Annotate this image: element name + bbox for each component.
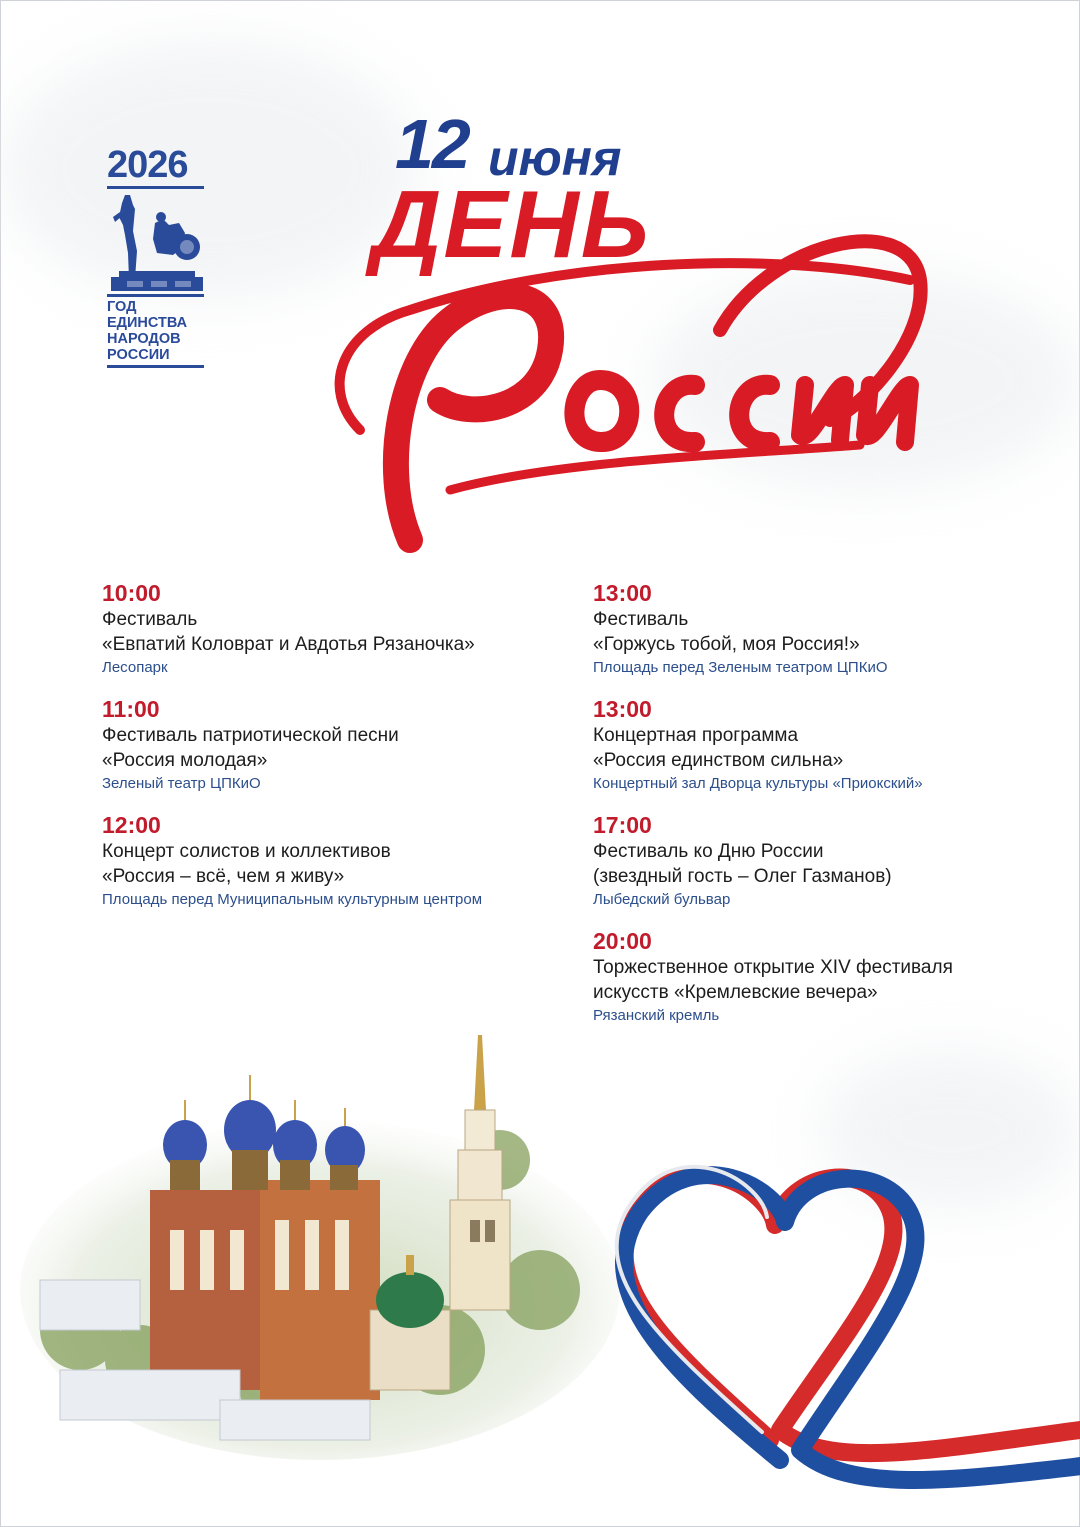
event-time: 11:00 — [102, 696, 160, 722]
tricolor-heart-ribbon — [590, 1150, 1080, 1500]
schedule-left-column — [102, 579, 562, 927]
event-title: «Евпатий Коловрат и Авдотья Рязаночка» — [102, 634, 475, 655]
event-title: (звездный гость – Олег Газманов) — [593, 866, 892, 887]
schedule-event — [593, 811, 1053, 910]
event-title: Фестиваль — [102, 609, 198, 630]
monument-icon — [107, 189, 207, 294]
schedule-event — [593, 579, 1053, 678]
logo-line: ГОД — [107, 299, 137, 315]
event-title: Фестиваль патриотической песни — [102, 725, 399, 746]
event-time: 13:00 — [593, 696, 652, 722]
event-time: 17:00 — [593, 812, 652, 838]
schedule-event — [593, 695, 1053, 794]
event-title: Торжественное открытие XIV фестиваля — [593, 957, 953, 978]
event-title: Концерт солистов и коллективов — [102, 841, 391, 862]
event-time: 20:00 — [593, 928, 652, 954]
event-venue: Концертный зал Дворца культуры «Приокский» — [593, 775, 923, 792]
ryazan-kremlin-illustration — [20, 1030, 620, 1460]
event-title: искусств «Кремлевские вечера» — [593, 982, 878, 1003]
schedule-event — [102, 579, 562, 678]
event-time: 13:00 — [593, 580, 652, 606]
schedule-event — [102, 811, 562, 910]
year-of-unity-logo — [107, 144, 207, 368]
event-title: «Горжусь тобой, моя Россия!» — [593, 634, 860, 655]
event-title: Концертная программа — [593, 725, 799, 746]
logo-year: 2026 — [107, 144, 204, 189]
headline-month: июня — [488, 130, 622, 186]
event-venue: Площадь перед Муниципальным культурным центром — [102, 891, 483, 908]
schedule-right-column — [593, 579, 1053, 1043]
logo-line: ЕДИНСТВА — [107, 315, 188, 331]
logo-line: НАРОДОВ — [107, 331, 181, 347]
event-venue: Рязанский кремль — [593, 1007, 720, 1024]
event-venue: Лесопарк — [102, 659, 168, 676]
schedule-event — [593, 927, 1053, 1026]
event-title: «Россия молодая» — [102, 750, 268, 771]
headline-script-russia — [300, 220, 940, 560]
headline-word-den: ДЕНЬ — [372, 171, 651, 278]
event-venue: Лыбедский бульвар — [593, 891, 731, 908]
event-venue: Зеленый театр ЦПКиО — [102, 775, 261, 792]
event-title: Фестиваль — [593, 609, 689, 630]
logo-line: РОССИИ — [107, 347, 170, 363]
event-venue: Площадь перед Зеленым театром ЦПКиО — [593, 659, 888, 676]
logo-text-block — [107, 294, 204, 368]
event-title: Фестиваль ко Дню России — [593, 841, 824, 862]
event-title: «Россия – всё, чем я живу» — [102, 866, 345, 887]
event-time: 12:00 — [102, 812, 161, 838]
event-time: 10:00 — [102, 580, 161, 606]
event-title: «Россия единством сильна» — [593, 750, 844, 771]
headline-day: 12 — [395, 105, 469, 183]
schedule-event — [102, 695, 562, 794]
